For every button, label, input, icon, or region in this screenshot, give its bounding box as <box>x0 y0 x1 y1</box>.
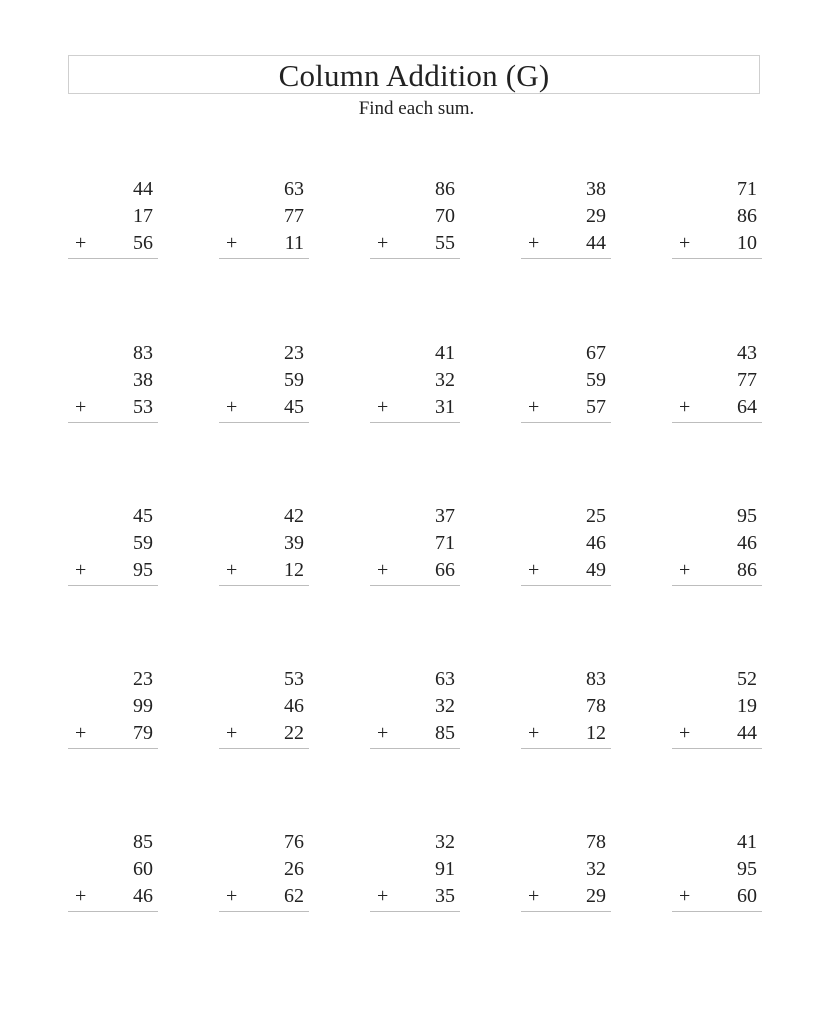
sum-line <box>521 585 611 586</box>
addition-problem <box>370 667 460 747</box>
sum-line <box>68 911 158 912</box>
addition-problem <box>68 667 158 747</box>
plus-sign: + <box>528 396 540 418</box>
addend-3: 46 <box>133 885 153 907</box>
addition-problem <box>521 667 611 747</box>
addend-2: 77 <box>284 205 304 227</box>
plus-sign: + <box>75 885 87 907</box>
sum-line <box>672 748 762 749</box>
addend-2: 77 <box>737 369 757 391</box>
addend-3: 31 <box>435 396 455 418</box>
addend-2: 17 <box>133 205 153 227</box>
addition-problem <box>370 830 460 910</box>
addend-3: 45 <box>284 396 304 418</box>
plus-sign: + <box>377 722 389 744</box>
addend-1: 37 <box>435 505 455 527</box>
addend-2: 59 <box>284 369 304 391</box>
plus-sign: + <box>75 722 87 744</box>
addend-3: 66 <box>435 559 455 581</box>
worksheet-instructions: Find each sum. <box>358 98 475 119</box>
addend-3: 57 <box>586 396 606 418</box>
addend-1: 76 <box>284 831 304 853</box>
addend-1: 45 <box>133 505 153 527</box>
plus-sign: + <box>528 232 540 254</box>
sum-line <box>219 911 309 912</box>
sum-line <box>521 748 611 749</box>
addend-2: 32 <box>586 858 606 880</box>
sum-line <box>370 422 460 423</box>
addend-1: 42 <box>284 505 304 527</box>
addend-2: 78 <box>586 695 606 717</box>
plus-sign: + <box>377 559 389 581</box>
addend-1: 86 <box>435 178 455 200</box>
addition-problem <box>672 504 762 584</box>
addend-3: 95 <box>133 559 153 581</box>
addend-1: 44 <box>133 178 153 200</box>
addition-problem <box>521 830 611 910</box>
addend-2: 46 <box>586 532 606 554</box>
addend-1: 52 <box>737 668 757 690</box>
plus-sign: + <box>679 232 691 254</box>
addition-problem <box>672 667 762 747</box>
plus-sign: + <box>75 232 87 254</box>
addend-1: 53 <box>284 668 304 690</box>
addition-problem <box>219 177 309 257</box>
addend-1: 23 <box>284 342 304 364</box>
addend-3: 60 <box>737 885 757 907</box>
addend-3: 64 <box>737 396 757 418</box>
addend-1: 85 <box>133 831 153 853</box>
addend-2: 46 <box>284 695 304 717</box>
addition-problem <box>219 341 309 421</box>
plus-sign: + <box>226 232 238 254</box>
sum-line <box>68 422 158 423</box>
title-box <box>68 55 760 94</box>
addition-problem <box>370 504 460 584</box>
addend-1: 43 <box>737 342 757 364</box>
plus-sign: + <box>75 559 87 581</box>
addition-problem <box>521 177 611 257</box>
sum-line <box>521 422 611 423</box>
plus-sign: + <box>528 885 540 907</box>
addend-2: 59 <box>133 532 153 554</box>
addend-3: 53 <box>133 396 153 418</box>
addend-1: 41 <box>435 342 455 364</box>
addend-1: 25 <box>586 505 606 527</box>
addition-problem <box>672 830 762 910</box>
addend-3: 49 <box>586 559 606 581</box>
addend-3: 44 <box>586 232 606 254</box>
addend-3: 29 <box>586 885 606 907</box>
addend-3: 11 <box>284 232 304 254</box>
addend-1: 95 <box>737 505 757 527</box>
addition-problem <box>672 341 762 421</box>
plus-sign: + <box>679 559 691 581</box>
addend-3: 62 <box>284 885 304 907</box>
plus-sign: + <box>226 396 238 418</box>
addend-2: 32 <box>435 369 455 391</box>
plus-sign: + <box>377 885 389 907</box>
plus-sign: + <box>226 722 238 744</box>
worksheet-title: Column Addition (G) <box>278 58 550 93</box>
sum-line <box>68 258 158 259</box>
addend-1: 32 <box>435 831 455 853</box>
sum-line <box>521 911 611 912</box>
addend-2: 70 <box>435 205 455 227</box>
addition-problem <box>68 341 158 421</box>
sum-line <box>370 748 460 749</box>
addition-problem <box>219 504 309 584</box>
addend-3: 85 <box>435 722 455 744</box>
addend-2: 39 <box>284 532 304 554</box>
addition-problem <box>370 177 460 257</box>
sum-line <box>370 585 460 586</box>
sum-line <box>219 748 309 749</box>
addend-3: 12 <box>284 559 304 581</box>
addend-1: 83 <box>586 668 606 690</box>
addend-1: 78 <box>586 831 606 853</box>
addend-3: 12 <box>586 722 606 744</box>
addition-problem <box>68 504 158 584</box>
sum-line <box>672 911 762 912</box>
addend-2: 91 <box>435 858 455 880</box>
sum-line <box>672 258 762 259</box>
plus-sign: + <box>679 396 691 418</box>
addend-2: 86 <box>737 205 757 227</box>
addition-problem <box>68 830 158 910</box>
addend-3: 10 <box>737 232 757 254</box>
sum-line <box>370 258 460 259</box>
addend-3: 79 <box>133 722 153 744</box>
addend-2: 38 <box>133 369 153 391</box>
addend-1: 67 <box>586 342 606 364</box>
addend-2: 32 <box>435 695 455 717</box>
addition-problem <box>521 504 611 584</box>
sum-line <box>370 911 460 912</box>
addend-2: 95 <box>737 858 757 880</box>
addend-3: 22 <box>284 722 304 744</box>
sum-line <box>219 258 309 259</box>
addend-1: 83 <box>133 342 153 364</box>
addend-3: 35 <box>435 885 455 907</box>
sum-line <box>521 258 611 259</box>
addend-3: 86 <box>737 559 757 581</box>
sum-line <box>219 585 309 586</box>
addend-1: 23 <box>133 668 153 690</box>
addend-2: 29 <box>586 205 606 227</box>
plus-sign: + <box>679 885 691 907</box>
plus-sign: + <box>226 559 238 581</box>
addend-1: 38 <box>586 178 606 200</box>
plus-sign: + <box>528 559 540 581</box>
addend-1: 63 <box>435 668 455 690</box>
addition-problem <box>219 830 309 910</box>
addend-2: 46 <box>737 532 757 554</box>
addend-1: 71 <box>737 178 757 200</box>
addition-problem <box>370 341 460 421</box>
plus-sign: + <box>528 722 540 744</box>
sum-line <box>68 748 158 749</box>
addition-problem <box>521 341 611 421</box>
sum-line <box>672 585 762 586</box>
addend-2: 71 <box>435 532 455 554</box>
addition-problem <box>672 177 762 257</box>
addend-2: 99 <box>133 695 153 717</box>
addend-2: 60 <box>133 858 153 880</box>
addend-2: 26 <box>284 858 304 880</box>
addend-3: 55 <box>435 232 455 254</box>
plus-sign: + <box>75 396 87 418</box>
addition-problem <box>68 177 158 257</box>
sum-line <box>219 422 309 423</box>
plus-sign: + <box>377 396 389 418</box>
plus-sign: + <box>679 722 691 744</box>
addend-1: 63 <box>284 178 304 200</box>
sum-line <box>68 585 158 586</box>
sum-line <box>672 422 762 423</box>
addend-1: 41 <box>737 831 757 853</box>
addend-3: 44 <box>737 722 757 744</box>
plus-sign: + <box>377 232 389 254</box>
addend-2: 59 <box>586 369 606 391</box>
addend-2: 19 <box>737 695 757 717</box>
addition-problem <box>219 667 309 747</box>
addend-3: 56 <box>133 232 153 254</box>
plus-sign: + <box>226 885 238 907</box>
